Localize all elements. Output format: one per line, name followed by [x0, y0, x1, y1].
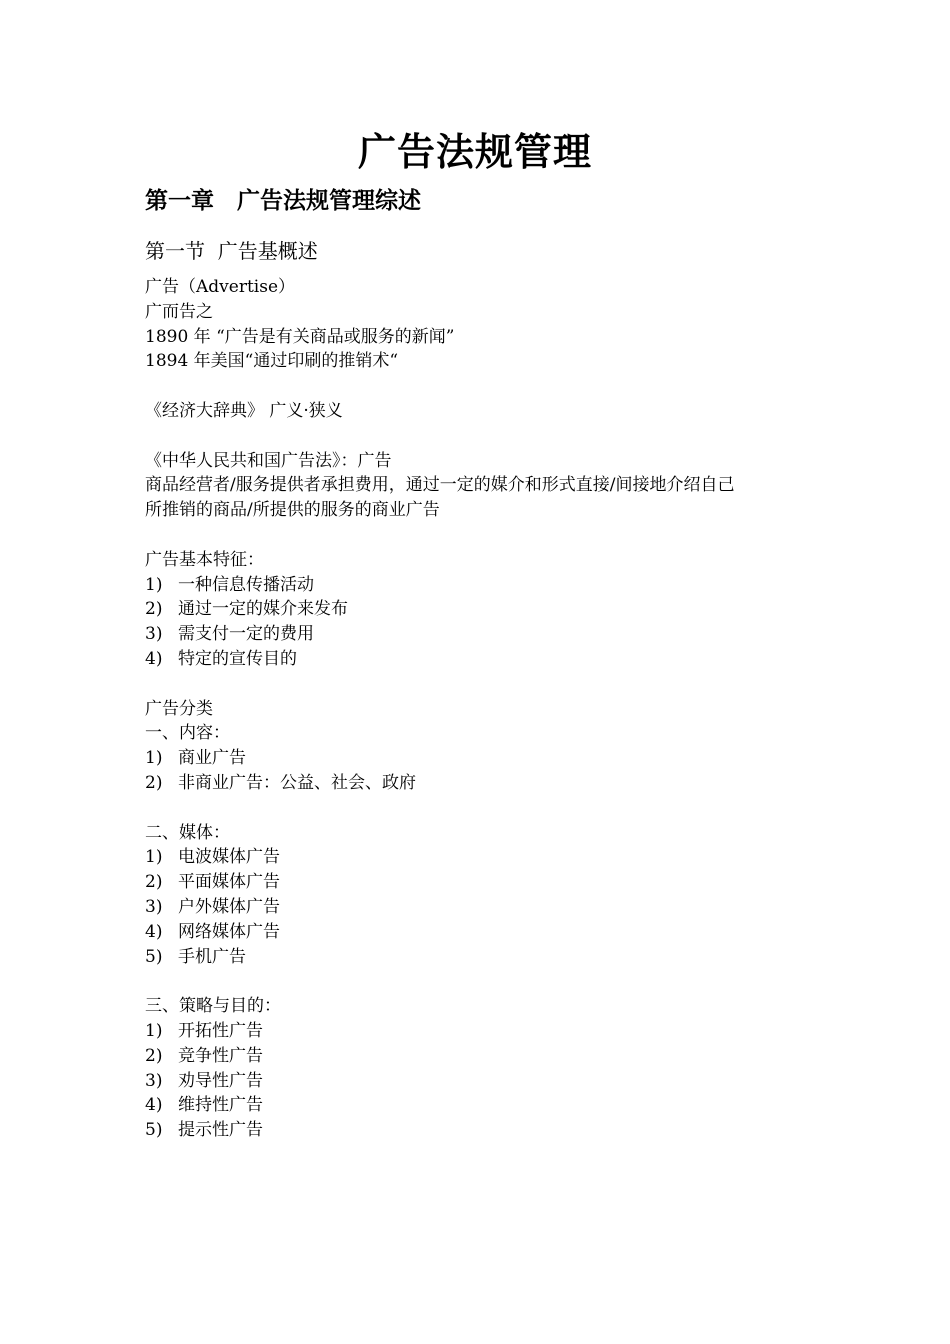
list-number: 1) — [145, 847, 163, 868]
features-heading: 广告基本特征： — [145, 549, 264, 570]
list-text: 提示性广告 — [178, 1120, 263, 1141]
intro-line: 1894 年美国“通过印刷的推销术“ — [145, 351, 399, 372]
list-text: 电波媒体广告 — [178, 847, 280, 868]
classification-heading: 广告分类 — [145, 698, 213, 719]
chapter-heading: 第一章 广告法规管理综述 — [145, 188, 421, 214]
intro-line: 广告（Advertise） — [145, 277, 296, 297]
list-number: 2) — [145, 872, 163, 893]
list-item — [145, 746, 825, 771]
list-text: 手机广告 — [178, 946, 246, 967]
list-text: 开拓性广告 — [178, 1020, 263, 1041]
list-item — [145, 870, 825, 895]
list-item — [145, 945, 825, 970]
list-item — [145, 1044, 825, 1069]
list-text: 竞争性广告 — [178, 1045, 263, 1066]
blank-line — [145, 672, 825, 697]
list-number: 2) — [145, 1045, 163, 1066]
list-number: 1) — [145, 748, 163, 769]
dictionary-line: 《经济大辞典》 广义·狭义 — [145, 400, 343, 421]
list-text: 平面媒体广告 — [178, 872, 280, 893]
list-number: 1) — [145, 574, 163, 595]
list-number: 5) — [145, 946, 163, 967]
content-heading: 一、内容： — [145, 723, 230, 744]
blank-line — [145, 424, 825, 449]
media-heading: 二、媒体： — [145, 822, 230, 843]
list-item — [145, 622, 825, 647]
list-number: 2) — [145, 772, 163, 793]
list-number: 3) — [145, 896, 163, 917]
list-text: 网络媒体广告 — [178, 921, 280, 942]
list-item — [145, 1118, 825, 1143]
list-number: 4) — [145, 648, 163, 669]
list-item — [145, 573, 825, 598]
list-text: 户外媒体广告 — [178, 896, 280, 917]
intro-line: 广而告之 — [145, 301, 213, 322]
list-item — [145, 1069, 825, 1094]
list-number: 3) — [145, 624, 163, 645]
list-number: 4) — [145, 1095, 163, 1116]
list-text: 非商业广告：公益、社会、政府 — [178, 772, 416, 793]
list-item — [145, 1019, 825, 1044]
law-definition: 所推销的商品/所提供的服务的商业广告 — [145, 500, 440, 521]
list-item — [145, 771, 825, 796]
intro-line: 1890 年 “广告是有关商品或服务的新闻” — [145, 326, 455, 347]
section-heading: 第一节 广告基概述 — [145, 239, 318, 263]
list-item — [145, 895, 825, 920]
list-item — [145, 1093, 825, 1118]
blank-line — [145, 523, 825, 548]
list-text: 劝导性广告 — [178, 1070, 263, 1091]
list-number: 2) — [145, 599, 163, 620]
list-number: 1) — [145, 1020, 163, 1041]
list-number: 5) — [145, 1120, 163, 1141]
blank-line — [145, 374, 825, 399]
blank-line — [145, 969, 825, 994]
law-heading: 《中华人民共和国广告法》：广告 — [145, 450, 392, 471]
list-text: 一种信息传播活动 — [178, 574, 314, 595]
list-text: 商业广告 — [178, 748, 246, 769]
list-text: 特定的宣传目的 — [178, 648, 297, 669]
blank-line — [145, 796, 825, 821]
list-text: 维持性广告 — [178, 1095, 263, 1116]
list-item — [145, 597, 825, 622]
document-title: 广告法规管理 — [357, 130, 592, 174]
list-item — [145, 647, 825, 672]
list-number: 3) — [145, 1070, 163, 1091]
law-definition: 商品经营者/服务提供者承担费用，通过一定的媒介和形式直接/间接地介绍自己 — [145, 475, 735, 496]
list-text: 需支付一定的费用 — [178, 624, 314, 645]
list-item — [145, 920, 825, 945]
list-item — [145, 845, 825, 870]
list-number: 4) — [145, 921, 163, 942]
list-text: 通过一定的媒介来发布 — [178, 599, 348, 620]
strategy-heading: 三、策略与目的： — [145, 996, 281, 1017]
document-body — [145, 275, 825, 1143]
